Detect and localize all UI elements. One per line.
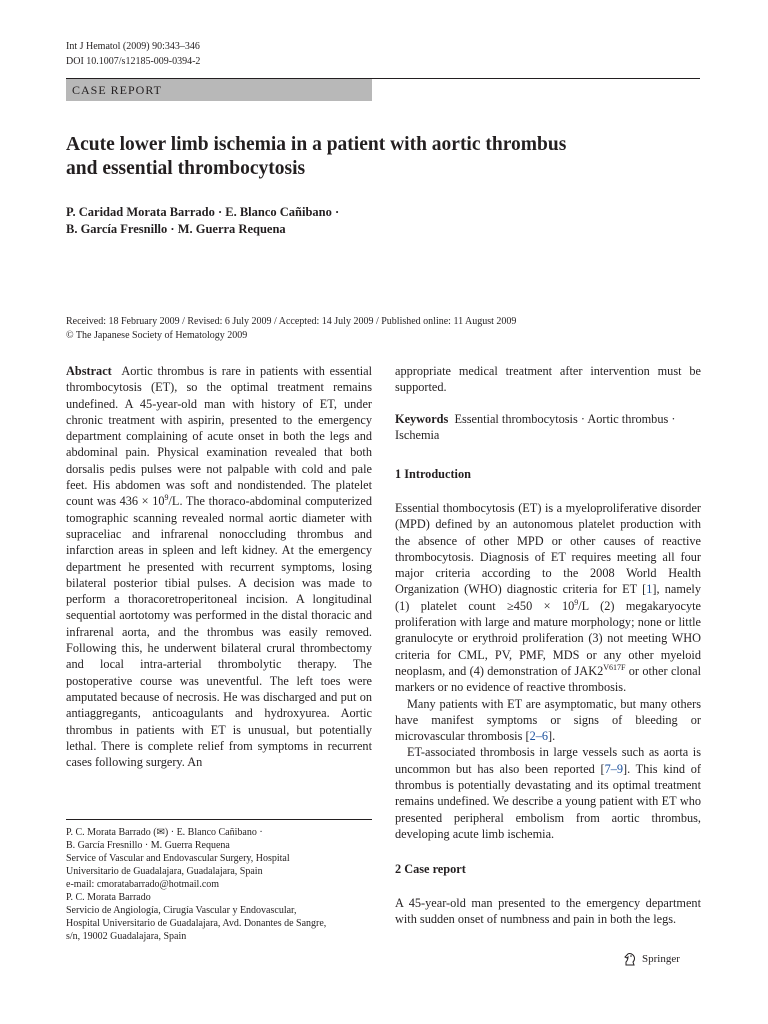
publication-history [66,315,516,343]
keywords [395,411,701,444]
keywords-text: Essential thrombocytosis · Aortic thrombus · Ischemia [395,412,676,443]
abstract-continued-text: appropriate medical treatment after intervention must be supported. [395,364,701,395]
affiliation-2-line: P. C. Morata Barrado [66,892,151,903]
abstract-label: Abstract [66,364,112,378]
section-heading-case-report: 2 Case report [395,862,466,876]
authors-line-1: P. Caridad Morata Barrado · E. Blanco Cañibano · [66,205,340,219]
doi: DOI 10.1007/s12185-009-0394-2 [66,56,201,67]
introduction-body [395,500,701,842]
article-type-banner [66,79,372,101]
abstract-text-rest: /L. The thoraco-abdominal computerized tomographic scanning revealed normal aortic diameter with supraceliac and infrarenal nonoccluding thrombus and infarction areas in spleen and left kidney. At the emergency department he presented with recurrent symptoms, losing bilateral posterior tibial pulses. A decision was made to perform a thoracoretroperitoneal incision. A longitudinal sequential aortotomy was performed in the distal thoracic and infrarenal aorta, and the thrombus was easily removed. Following this, he underwent bilateral crural thrombectomy and local intra-arterial thrombolytic therapy. The postoperative course was uneventful. The left toes were amputated because of necrosis. He was discharged and put on antiaggregants, anticoagulants and hydroxyurea. Aortic thrombus in patients with ET is unusual, but potentially lethal. There is complete relief from symptoms in recurrent cases following surgery. An [66,494,372,770]
author-email[interactable]: e-mail: cmoratabarrado@hotmail.com [66,879,220,890]
intro-text: or other clonal markers or no evidence of reactive thrombosis. [395,663,701,695]
intro-text: /L (2) megakaryocyte proliferation with large and mature morphology; none or little granulocyte or erythroid proliferation (3) not meeting WHO criteria for CML, PV, PMF, MDS or any other myeloid neoplasm, and (4) demonstration of JAK2 [395,598,701,678]
citation-link[interactable]: 7–9 [604,761,624,776]
abstract-superscript: 9 [164,493,169,503]
springer-knight-icon [622,951,638,967]
abstract-continued [395,363,701,396]
abstract [66,363,372,770]
intro-text: ET-associated thrombosis in large vessels such as aorta is uncommon but has also been reported [ [395,745,701,776]
title-line-1: Acute lower limb ischemia in a patient with aortic thrombus [66,134,567,155]
title-line-2: and essential thrombocytosis [66,158,306,179]
journal-citation: Int J Hematol (2009) 90:343–346 [66,41,200,52]
case-report-body [395,895,701,928]
affiliation-1-line: Universitario de Guadalajara, Guadalajara, Spain [66,866,263,877]
intro-text: ]. This kind of thrombus is potentially devastating and its optimal treatment remains undefined. We describe a young patient with ET who presented peripheral embolism from aortic thrombus, developing acute limb ischemia. [395,761,701,841]
affiliation-1-line: B. García Fresnillo · M. Guerra Requena [66,840,230,851]
affiliation-1 [66,826,290,891]
article-title [66,133,706,181]
intro-text: ], namely (1) platelet count ≥450 × 10 [395,582,701,613]
author-list [66,204,339,238]
section-heading-introduction: 1 Introduction [395,467,471,481]
affiliation-1-line: P. C. Morata Barrado (✉) · E. Blanco Cañibano · [66,827,263,838]
keywords-label: Keywords [395,412,449,426]
intro-text: Many patients with ET are asymptomatic, but many others have manifest symptoms or signs of bleeding or microvascular thrombosis [ [395,696,701,744]
copyright-line: © The Japanese Society of Hematology 2009 [66,330,248,341]
affiliation-2-line: s/n, 19002 Guadalajara, Spain [66,931,187,942]
case-report-text: A 45-year-old man presented to the emergency department with sudden onset of numbness and pain in both the legs. [395,896,701,927]
intro-text: ]. [548,729,556,744]
footnote-rule [66,819,372,820]
citation-link[interactable]: 1 [646,582,653,597]
intro-superscript: 9 [574,597,579,607]
affiliation-1-line: Service of Vascular and Endovascular Surgery, Hospital [66,853,290,864]
intro-text: Essential thombocytosis (ET) is a myeloproliferative disorder (MPD) defined by an autonomous platelet production with the absence of other MPD or other causes of reactive thrombocytosis. Diagnosis of ET requires meeting all four major criteria according to the 2008 World Health Organization (WHO) diagnostic criteria for ET [ [395,501,701,597]
abstract-text: Aortic thrombus is rare in patients with essential thrombocytosis (ET), so the optimal treatment remains undefined. A 45-year-old man with history of ET, under chronic treatment with aspirin, presented to the emergency department complaining of acute onset in both the legs and abdominal pain. Physical examination revealed that both dorsalis pedis pulses were not palpable with cold and pale feet. His abdomen was soft and nondistended. The platelet count was 436 × 10 [66,364,372,509]
affiliation-2 [66,891,326,943]
dates-line: Received: 18 February 2009 / Revised: 6 July 2009 / Accepted: 14 July 2009 / Published online: 11 August 2009 [66,316,517,327]
article-type-label: CASE REPORT [72,83,162,97]
citation-link[interactable]: 2–6 [529,729,549,744]
publisher-name: Springer [642,953,680,965]
authors-line-2: B. García Fresnillo · M. Guerra Requena [66,222,286,236]
publisher-mark [622,951,680,967]
intro-superscript: V617F [603,662,626,672]
affiliation-2-line: Hospital Universitario de Guadalajara, Avd. Donantes de Sangre, [66,918,327,929]
affiliation-2-line: Servicio de Angiología, Cirugía Vascular y Endovascular, [66,905,297,916]
